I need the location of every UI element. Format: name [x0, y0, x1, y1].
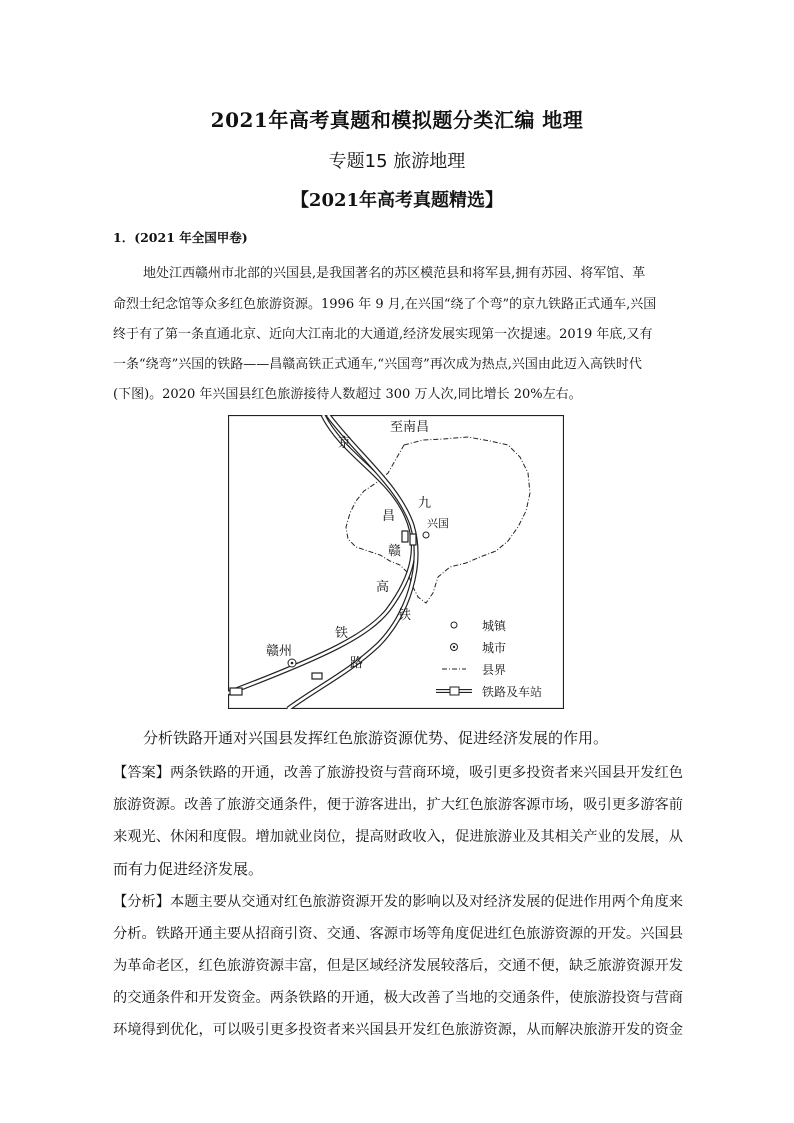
answer-line: 旅游资源。改善了旅游交通条件，便于游客进出，扩大红色旅游客源市场，吸引更多游客前: [113, 797, 684, 813]
analysis-line: 为革命老区，红色旅游资源丰富，但是区域经济发展较落后，交通不便，缺乏旅游资源开发: [113, 958, 684, 974]
railway-map: [228, 415, 564, 709]
section-heading: 【2021年高考真题精选】: [290, 190, 504, 211]
legend-railway-label: 铁路及车站: [482, 685, 543, 699]
legend-town-label: 城镇: [482, 619, 507, 633]
label-tie-hsr: 铁: [398, 608, 412, 623]
question-prompt: 分析铁路开通对兴国县发挥红色旅游资源优势、促进经济发展的作用。: [143, 729, 609, 747]
document-title: 2021年高考真题和模拟题分类汇编 地理: [210, 108, 584, 132]
analysis-line: 分析。铁路开通主要从招商引资、交通、客源市场等角度促进红色旅游资源的开发。兴国县: [113, 926, 684, 942]
label-jing: 京: [338, 436, 352, 451]
analysis-line: 【分析】本题主要从交通对红色旅游资源开发的影响以及对经济发展的促进作用两个角度来: [113, 894, 684, 910]
station-marker: [410, 534, 416, 545]
answer-line: 【答案】两条铁路的开通，改善了旅游投资与营商环境，吸引更多投资者来兴国县开发红色: [113, 765, 684, 781]
label-xingguo: 兴国: [427, 517, 449, 530]
station-marker: [312, 673, 322, 679]
map-frame: [229, 416, 564, 709]
intro-line: 终于有了第一条直通北京、近向大江南北的大通道,经济发展实现第一次提速。2019 年底,又有: [113, 327, 653, 342]
town-symbol: [423, 532, 429, 538]
topic-subtitle: 专题15 旅游地理: [328, 151, 466, 172]
label-jiu: 九: [418, 496, 432, 511]
answer-line: 来观光、休闲和度假。增加就业岗位，提高财政收入，促进旅游业及其相关产业的发展，从: [113, 829, 684, 845]
label-gan: 赣: [388, 544, 402, 559]
analysis-line: 的交通条件和开发资金。两条铁路的开通，极大改善了当地的交通条件，使旅游投资与营商: [113, 990, 684, 1006]
analysis-line: 环境得到优化，可以吸引更多投资者来兴国县开发红色旅游资源，从而解决旅游开发的资金: [113, 1022, 684, 1038]
city-symbol-dot: [291, 662, 294, 665]
legend-boundary-label: 县界: [482, 663, 507, 677]
label-gao: 高: [376, 580, 390, 595]
label-chang: 昌: [382, 509, 396, 524]
intro-line: 一条“绕弯”兴国的铁路——昌赣高铁正式通车,“兴国弯”再次成为热点,兴国由此迈入高铁时代: [113, 357, 642, 372]
station-marker: [402, 531, 408, 542]
intro-line: 地处江西赣州市北部的兴国县,是我国著名的苏区模范县和将军县,拥有苏园、将军馆、革: [143, 266, 646, 281]
legend-town-icon: [451, 622, 457, 628]
legend-city-label: 城市: [482, 641, 507, 655]
label-tie: 铁: [335, 626, 349, 641]
label-lu: 路: [350, 656, 364, 671]
station-marker: [230, 688, 242, 695]
intro-line: 命烈士纪念馆等众多红色旅游资源。1996 年 9 月,在兴国“绕了个弯”的京九铁路正式通车,兴国: [113, 297, 657, 312]
answer-line: 而有力促进经济发展。: [113, 860, 264, 878]
intro-line: (下图)。2020 年兴国县红色旅游接待人数超过 300 万人次,同比增长 20%左右。: [113, 387, 582, 402]
label-ganzhou: 赣州: [266, 644, 293, 659]
question-number: 1．(2021 年全国甲卷): [113, 230, 248, 245]
label-to-nanchang: 至南昌: [390, 420, 430, 435]
